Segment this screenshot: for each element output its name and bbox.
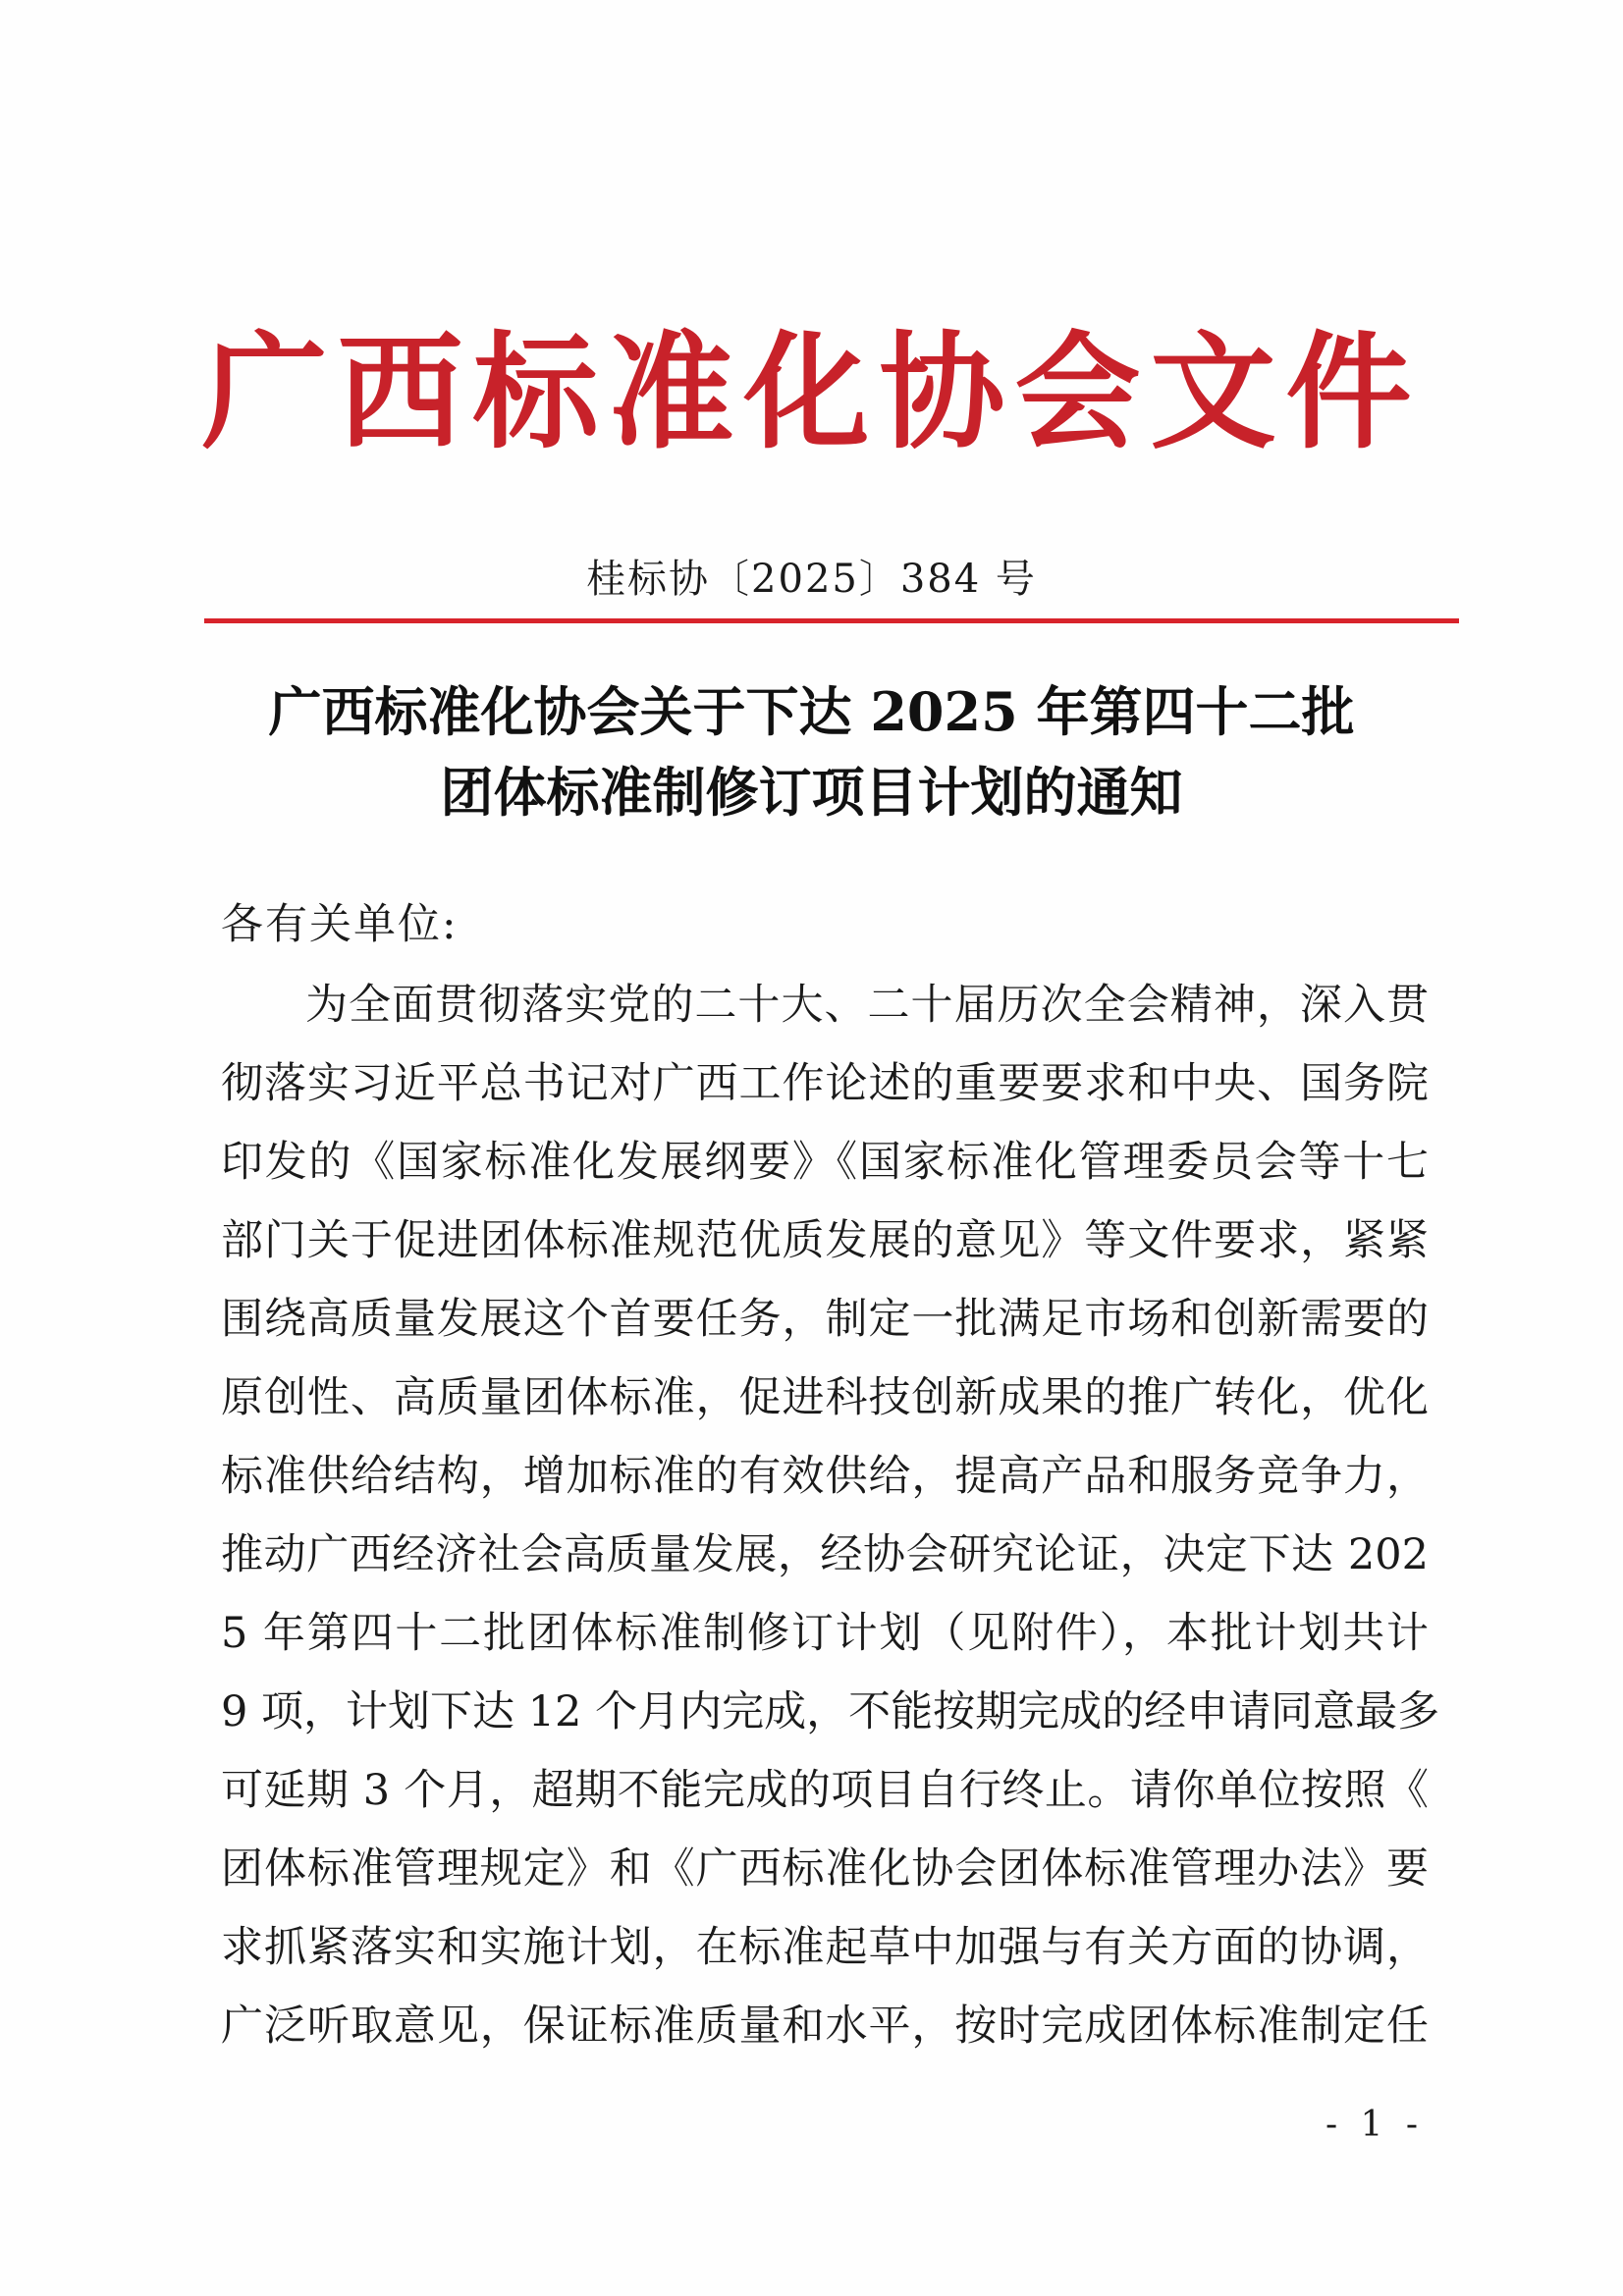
document-number: 桂标协〔2025〕384 号 <box>586 557 1037 602</box>
body-line: 围绕高质量发展这个首要任务，制定一批满足市场和创新需要的 <box>221 1295 1429 1344</box>
body-line: 9 项，计划下达 12 个月内完成，不能按期完成的经申请同意最多 <box>221 1687 1440 1736</box>
document-title-line: 团体标准制修订项目计划的通知 <box>440 761 1183 824</box>
body-line: 团体标准管理规定》和《广西标准化协会团体标准管理办法》要 <box>221 1844 1429 1894</box>
body-line: 可延期 3 个月，超期不能完成的项目自行终止。请你单位按照《 <box>221 1766 1429 1815</box>
body-paragraph <box>221 966 1440 2065</box>
body-line: 广泛听取意见，保证标准质量和水平，按时完成团体标准制定任 <box>221 2002 1429 2051</box>
body-line: 求抓紧落实和实施计划，在标准起草中加强与有关方面的协调， <box>221 1923 1429 1972</box>
document-title <box>177 671 1446 832</box>
page-number: - 1 - <box>1325 2105 1425 2145</box>
body-line: 标准供给结构，增加标准的有效供给，提高产品和服务竞争力， <box>221 1452 1429 1501</box>
body-line: 原创性、高质量团体标准，促进科技创新成果的推广转化，优化 <box>221 1373 1429 1422</box>
body-line: 推动广西经济社会高质量发展，经协会研究论证，决定下达 202 <box>221 1530 1429 1579</box>
body-line: 为全面贯彻落实党的二十大、二十届历次全会精神，深入贯 <box>305 981 1429 1030</box>
body-line: 印发的《国家标准化发展纲要》《国家标准化管理委员会等十七 <box>221 1138 1429 1187</box>
document-title-line: 广西标准化协会关于下达 2025 年第四十二批 <box>268 680 1355 743</box>
body-line: 5 年第四十二批团体标准制修订计划（见附件），本批计划共计 <box>221 1609 1429 1658</box>
red-divider-rule <box>204 618 1459 623</box>
body-line: 部门关于促进团体标准规范优质发展的意见》等文件要求，紧紧 <box>221 1216 1429 1265</box>
salutation: 各有关单位: <box>221 900 459 949</box>
body-line: 彻落实习近平总书记对广西工作论述的重要要求和中央、国务院 <box>221 1059 1429 1108</box>
masthead-title: 广西标准化协会文件 <box>201 319 1422 466</box>
